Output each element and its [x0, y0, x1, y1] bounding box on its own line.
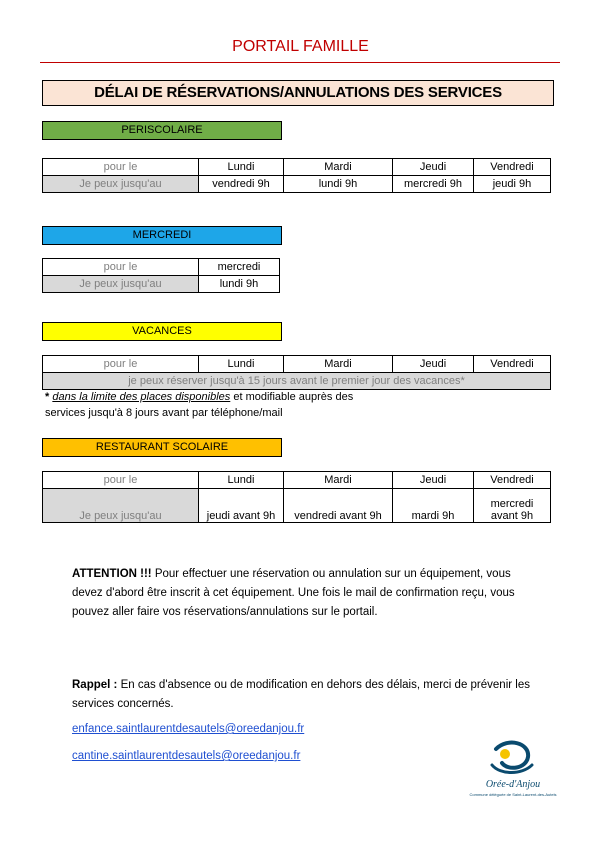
section-label-restaurant: RESTAURANT SCOLAIRE [42, 438, 282, 457]
table-cell: Mardi [284, 472, 393, 489]
table-cell: Mardi [284, 356, 393, 373]
table-cell: vendredi 9h [199, 176, 284, 193]
row-label: pour le [43, 159, 199, 176]
table-cell: Lundi [199, 159, 284, 176]
table-cell: lundi 9h [199, 276, 280, 293]
table-cell: Jeudi [393, 159, 474, 176]
table-cell: mercredi 9h [393, 176, 474, 193]
table-row [43, 472, 551, 489]
periscolaire-table [42, 158, 551, 193]
table-cell: Vendredi [474, 356, 551, 373]
table-cell: Vendredi [474, 159, 551, 176]
logo-caption: Commune déléguée de Saint-Laurent-des-Autels [469, 792, 557, 797]
table-cell: vendredi avant 9h [284, 489, 393, 523]
table-cell: Lundi [199, 472, 284, 489]
table-row [43, 259, 280, 276]
section-label-mercredi: MERCREDI [42, 226, 282, 245]
table-cell: Mardi [284, 159, 393, 176]
table-cell: jeudi 9h [474, 176, 551, 193]
enfance-email-link[interactable]: enfance.saintlaurentdesautels@oreedanjou.fr [72, 723, 305, 735]
note-text: et modifiable auprès des services jusqu'à 8 jours avant par téléphone/mail [45, 391, 354, 419]
logo-emblem-icon [469, 735, 557, 805]
table-cell: mardi 9h [393, 489, 474, 523]
attention-paragraph [72, 565, 542, 622]
row-label: pour le [43, 356, 199, 373]
row-label: Je peux jusqu'au [43, 276, 199, 293]
note-emphasis: dans la limite des places disponibles [52, 391, 231, 403]
table-row [43, 373, 551, 390]
rappel-label: Rappel : [72, 679, 118, 691]
note-asterisk: * [45, 391, 53, 403]
table-row [43, 356, 551, 373]
section-label-vacances: VACANCES [42, 322, 282, 341]
mercredi-table [42, 258, 280, 293]
restaurant-table [42, 471, 551, 523]
row-label: pour le [43, 472, 199, 489]
table-cell: Jeudi [393, 472, 474, 489]
rappel-paragraph [72, 676, 542, 714]
section-label-periscolaire: PERISCOLAIRE [42, 121, 282, 140]
main-title: DÉLAI DE RÉSERVATIONS/ANNULATIONS DES SERVICES [42, 80, 554, 106]
attention-text: Pour effectuer une réservation ou annulation sur un équipement, vous devez d'abord être inscrit à cet équipement. Une fois le mail de confirmation reçu, vous pouvez aller faire vos réservations/annulations sur le portail. [72, 568, 515, 618]
row-label: Je peux jusqu'au [43, 176, 199, 193]
oree-danjou-logo [469, 735, 557, 805]
table-cell: Jeudi [393, 356, 474, 373]
table-cell: Lundi [199, 356, 284, 373]
row-label: pour le [43, 259, 199, 276]
vacances-table [42, 355, 551, 390]
table-cell: lundi 9h [284, 176, 393, 193]
cantine-email-link[interactable]: cantine.saintlaurentdesautels@oreedanjou.fr [72, 750, 301, 762]
table-row [43, 176, 551, 193]
table-row [43, 276, 280, 293]
portal-title: PORTAIL FAMILLE [232, 38, 369, 55]
table-row [43, 159, 551, 176]
attention-label: ATTENTION !!! [72, 568, 152, 580]
table-cell: mercredi avant 9h [474, 489, 551, 523]
logo-wordmark: Orée-d'Anjou [485, 779, 541, 790]
row-label: Je peux jusqu'au [43, 489, 199, 523]
table-row [43, 489, 551, 523]
vacances-rule: je peux réserver jusqu'à 15 jours avant le premier jour des vacances* [43, 373, 551, 390]
table-cell: Vendredi [474, 472, 551, 489]
title-divider [40, 62, 560, 63]
table-cell: mercredi [199, 259, 280, 276]
table-cell: jeudi avant 9h [199, 489, 284, 523]
rappel-text: En cas d'absence ou de modification en dehors des délais, merci de prévenir les services concernés. [72, 679, 530, 710]
vacances-note [45, 389, 385, 421]
